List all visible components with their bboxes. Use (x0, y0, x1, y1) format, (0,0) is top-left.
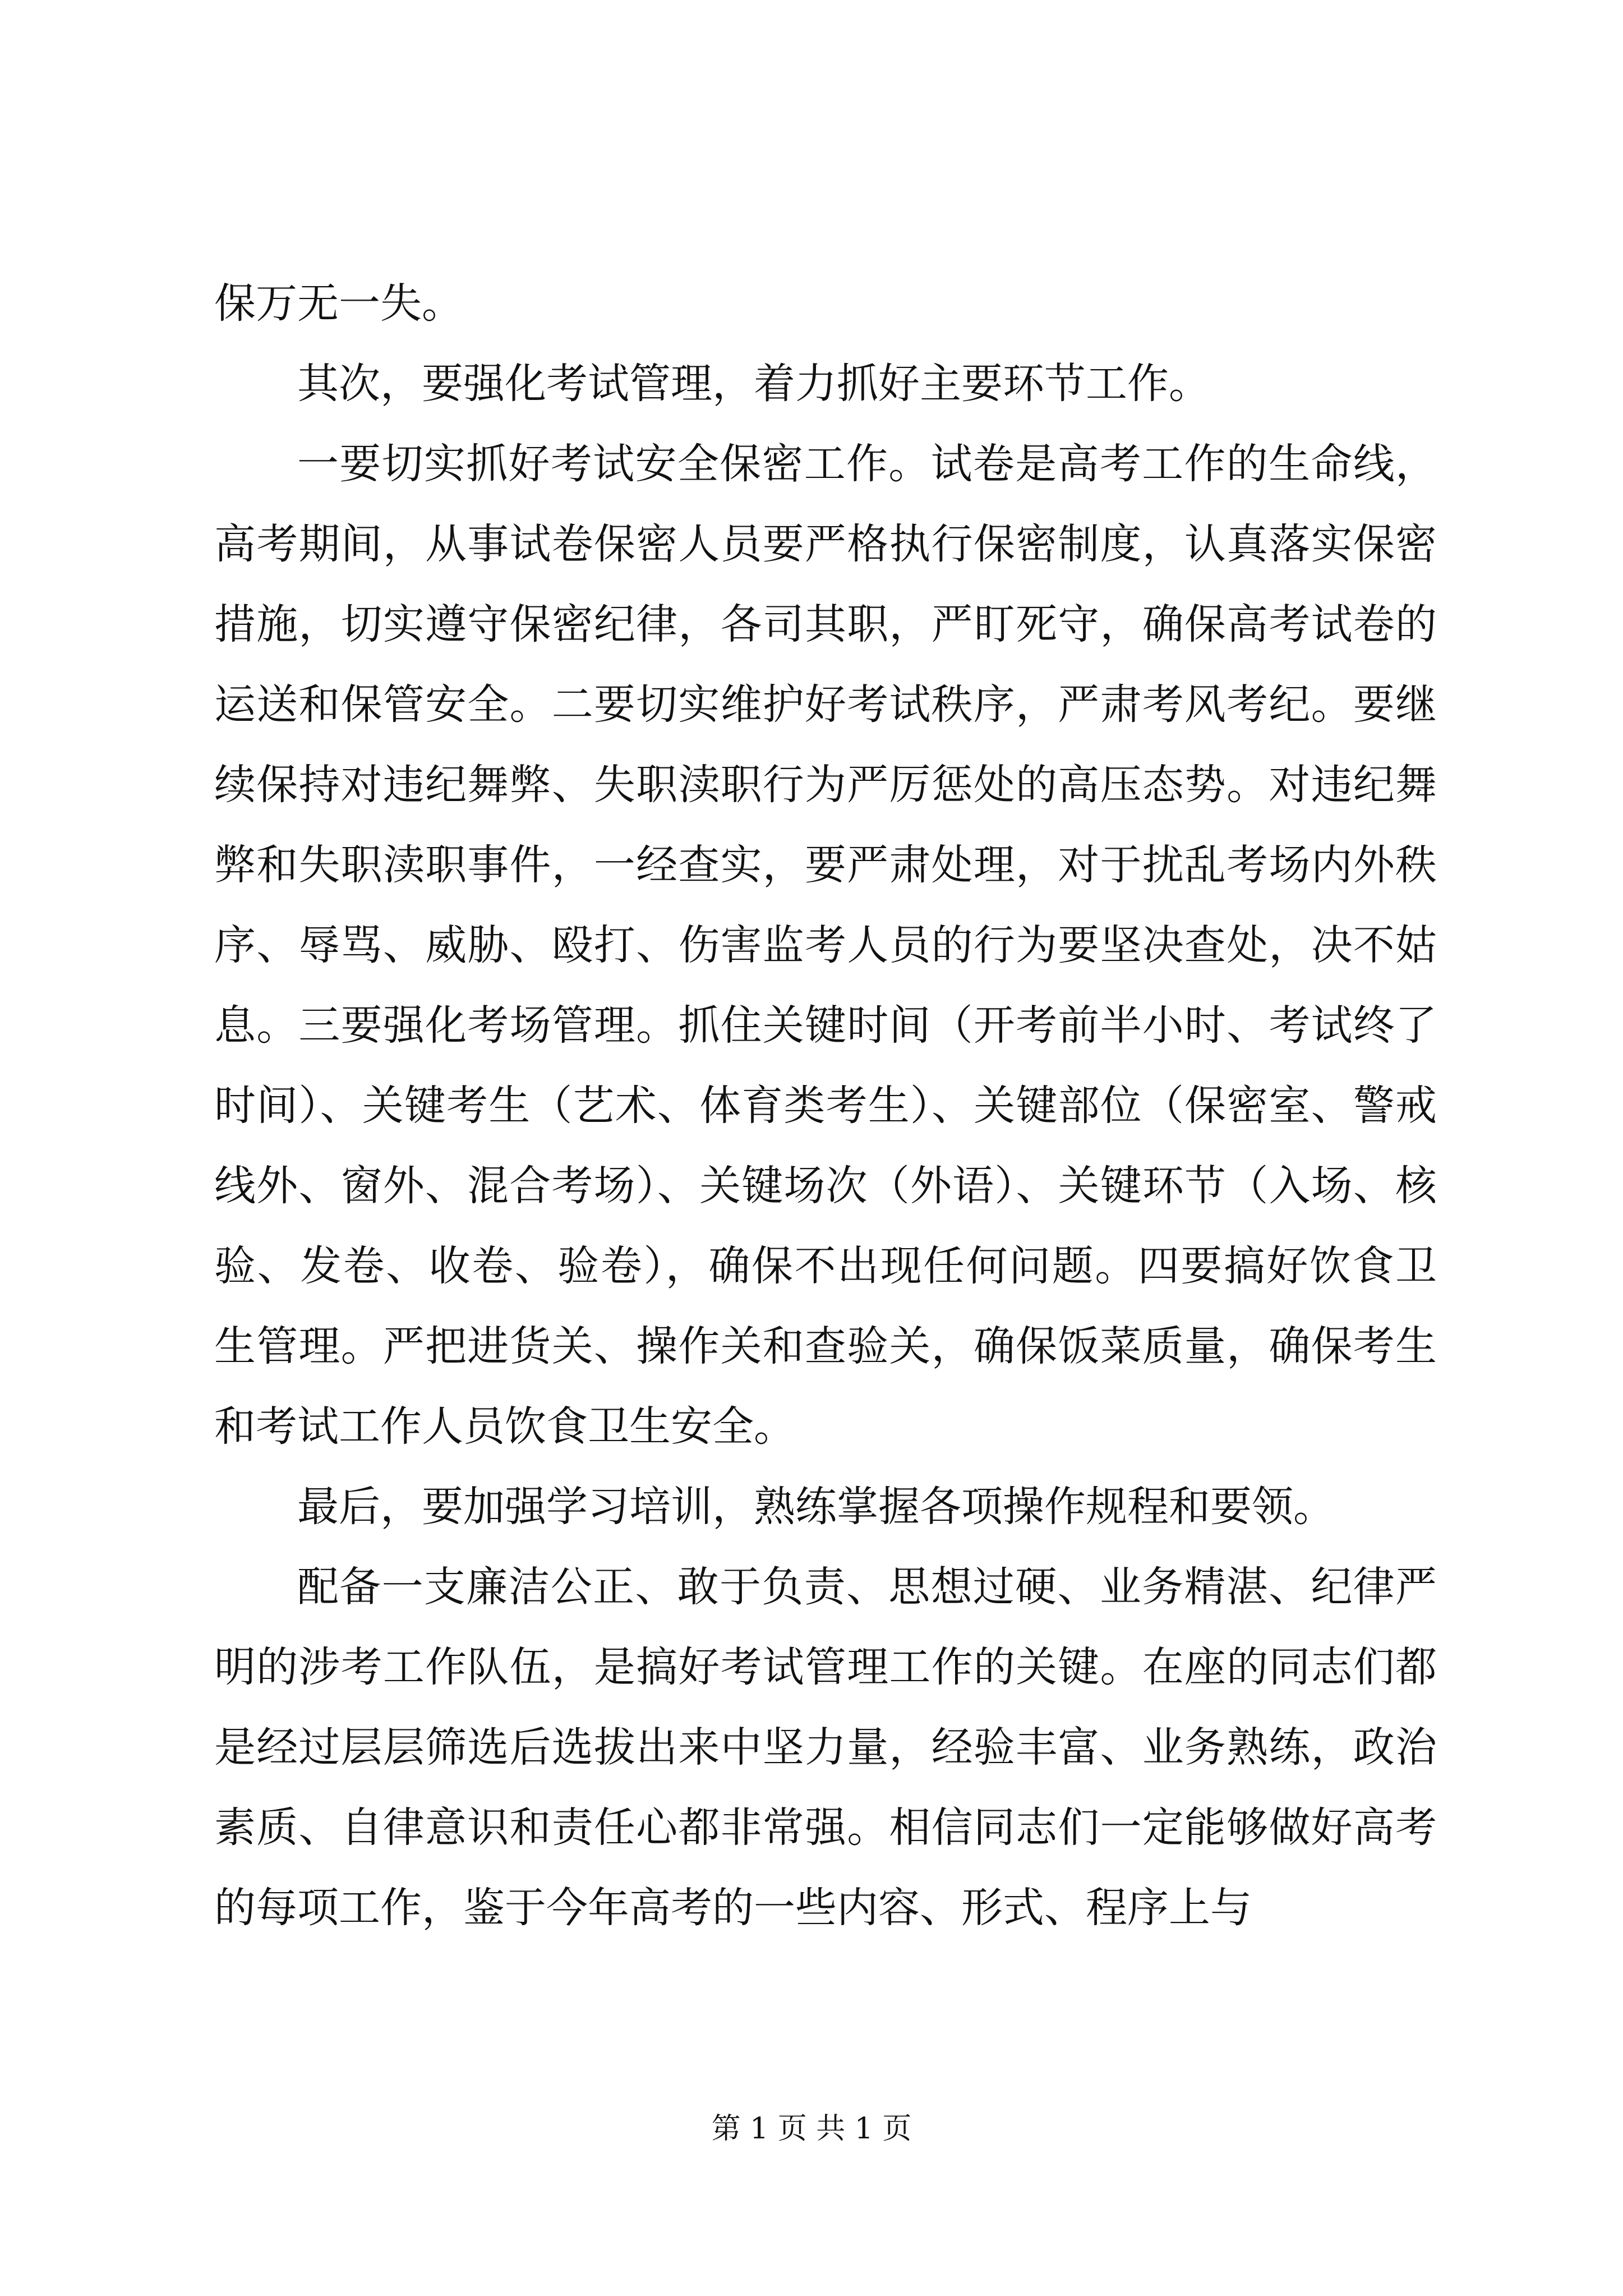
document-body (214, 264, 1437, 1948)
page-footer: 第 1 页 共 1 页 (711, 2112, 912, 2146)
paragraph-continuation: 保万无一失。 (214, 279, 463, 328)
paragraph-exam-management-details: 一要切实抓好考试安全保密工作。试卷是高考工作的生命线，高考期间，从事试卷保密人员要严格执行保密制度，认真落实保密措施，切实遵守保密纪律，各司其职，严盯死守，确保高考试卷的运送和保管安全。二要切实维护好考试秩序，严肃考风考纪。要继续保持对违纪舞弊、失职渎职行为严厉惩处的高压态势。对违纪舞弊和失职渎职事件，一经查实，要严肃处理，对于扰乱考场内外秩序、辱骂、威胁、殴打、伤害监考人员的行为要坚决查处，决不姑息。三要强化考场管理。抓住关键时间（开考前半小时、考试终了时间）、关键考生（艺术、体育类考生）、关键部位（保密室、警戒线外、窗外、混合考场）、关键场次（外语）、关键环节（入场、核验、发卷、收卷、验卷），确保不出现任何问题。四要搞好饮食卫生管理。严把进货关、操作关和查验关，确保饭菜质量，确保考生和考试工作人员饮食卫生安全。 (214, 440, 1437, 1451)
paragraph-final-point: 最后，要加强学习培训，熟练掌握各项操作规程和要领。 (297, 1483, 1335, 1531)
paragraph-team-requirements: 配备一支廉洁公正、敢于负责、思想过硬、业务精湛、纪律严明的涉考工作队伍，是搞好考试管理工作的关键。在座的同志们都是经过层层筛选后选拔出来中坚力量，经验丰富、业务熟练，政治素质、自律意识和责任心都非常强。相信同志们一定能够做好高考的每项工作，鉴于今年高考的一些内容、形式、程序上与 (214, 1563, 1437, 1932)
paragraph-second-point: 其次，要强化考试管理，着力抓好主要环节工作。 (297, 360, 1210, 408)
